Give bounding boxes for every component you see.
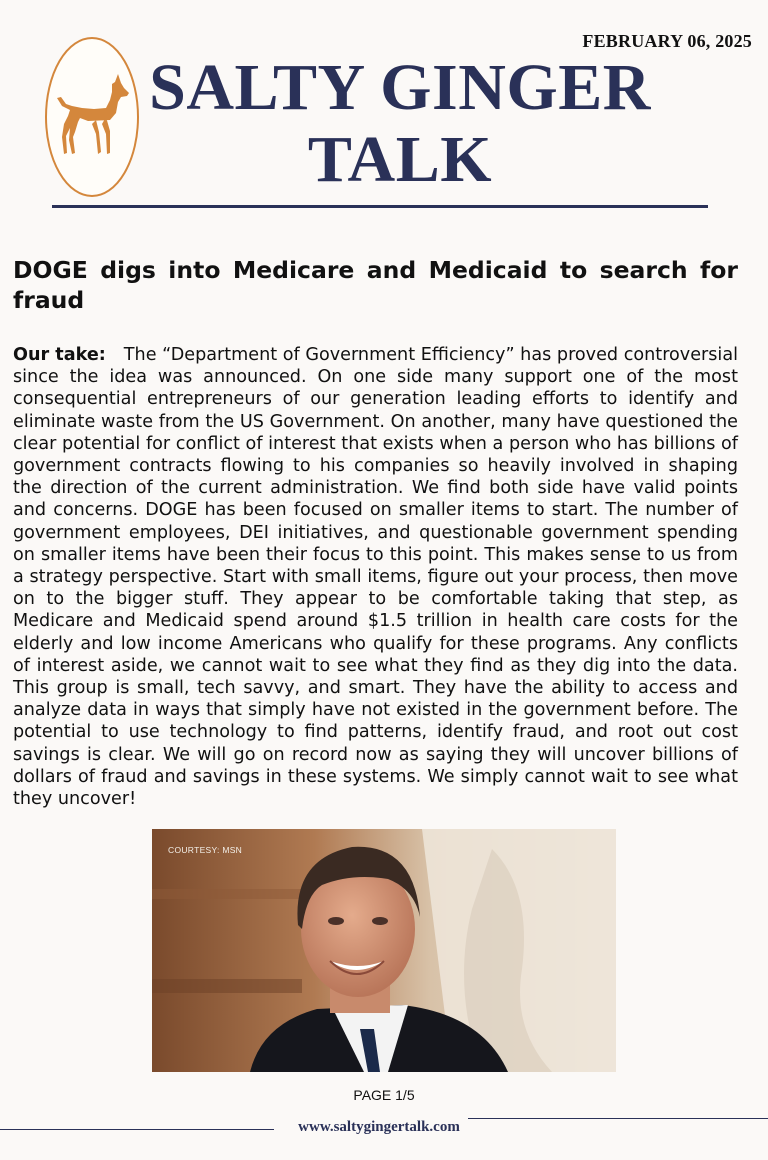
article-body-text: The “Department of Government Efficiency” has proved controversial since the idea was announced. On one side many support one of the most consequential entrepreneurs of our generation leading efforts to identify and eliminate waste from the US Government. On another, many have questioned the clear potential for conflict of interest that exists when a person who has billions of government contracts flowing to his companies so heavily involved in shaping the direction of the current administration. We find both side have valid points and concerns. DOGE has been focused on smaller items to start. The number of government employees, DEI initiatives, and questionable government spending on smaller items have been their focus to this point. This makes sense to us from a strategy perspective. Start with small items, figure out your process, then move on to the bigger stuff. They appear to be comfortable taking that step, as Medicare and Medicaid spend around $1.5 trillion in health care costs for the elderly and low income Americans who qualify for these programs. Any conflicts of interest aside, we cannot wait to see what they find as they dig into the data. This group is small, tech savvy, and smart. They have the ability to access and analyze data in ways that simply have not existed in the government before. The potential to use technology to find patterns, identify fraud, and root out cost savings is clear. We will go on record now as saying they will uncover billions of dollars of fraud and savings in these systems. We simply cannot wait to see what they uncover! (13, 345, 738, 810)
article-photo (152, 829, 616, 1072)
dog-logo-icon (44, 36, 140, 198)
masthead-line-2: TALK (307, 123, 493, 196)
footer-divider-right (468, 1118, 768, 1119)
issue-date: FEBRUARY 06, 2025 (582, 31, 752, 51)
article-body (13, 344, 738, 810)
masthead-title (140, 52, 660, 196)
lead-label: Our take: (13, 345, 106, 365)
photo-credit: COURTESY: MSN (168, 845, 243, 855)
footer-website-link[interactable]: www.saltygingertalk.com (298, 1119, 460, 1135)
masthead-divider (52, 205, 708, 208)
page-number: PAGE 1/5 (353, 1087, 415, 1103)
masthead-line-1: SALTY GINGER (149, 51, 651, 124)
article-headline: DOGE digs into Medicare and Medicaid to search for fraud (13, 256, 738, 314)
footer-divider-left (0, 1129, 274, 1130)
